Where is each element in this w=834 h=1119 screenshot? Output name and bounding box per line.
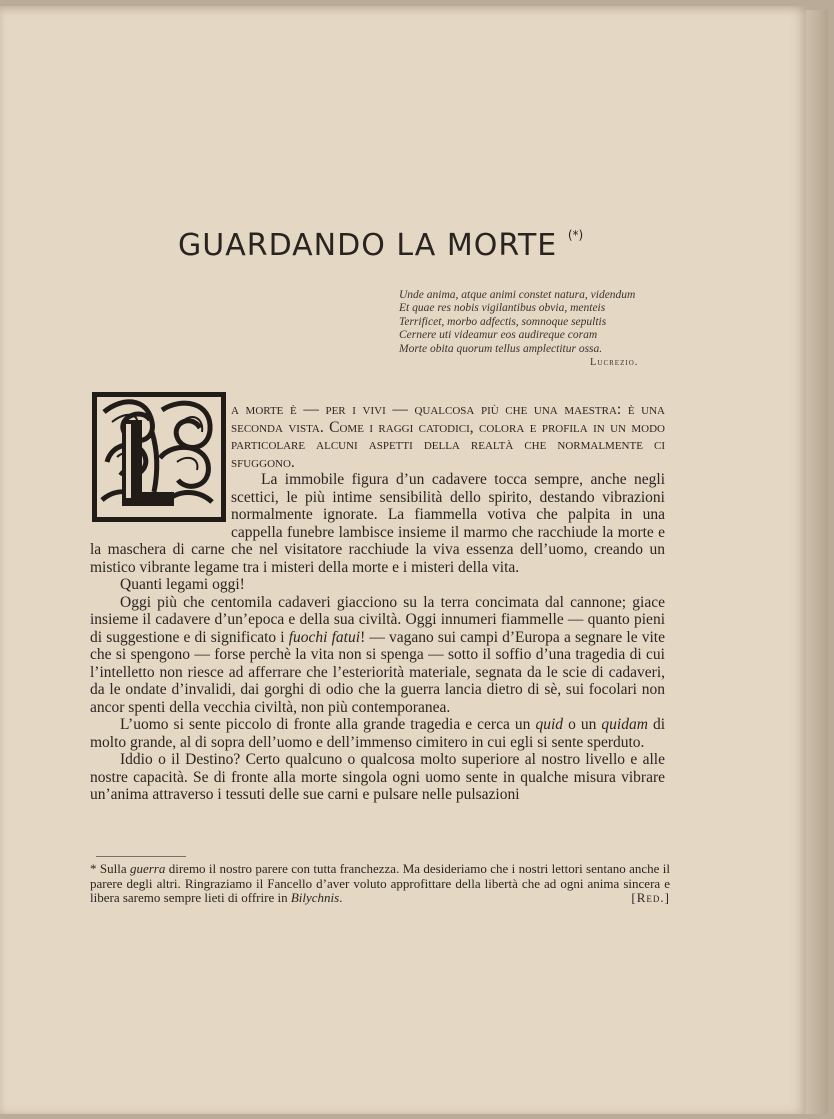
text-run: . bbox=[339, 890, 343, 905]
italic-run: guerra bbox=[129, 861, 166, 876]
epigraph-line: Et quae res nobis vigilantibus obvia, menteis bbox=[399, 302, 606, 315]
paragraph: La immobile figura d’un cadavere tocca sempre, anche negli scettici, le più intime sensibilità dello spirito, destando vibrazioni normalmente ignorate. La fiammella votiva che palpita in una cappella funebre lambisce insieme il marmo che racchiude la morte e la maschera di carne che nel visitatore racchiude la viva essenza dell’uomo, creando un mistico vibrante legame tra i misteri della morte e i misteri della vita. bbox=[90, 471, 665, 576]
paragraph: Iddio o il Destino? Certo qualcuno o qualcosa molto superiore al nostro livello e alle nostre capacità. Se di fronte alla morte singola ogni uomo sente in qualche misura vibrare un’anima attraverso i tessuti delle sue carni e pulsare nelle pulsazioni bbox=[90, 751, 665, 803]
title-text: GUARDANDO LA MORTE bbox=[178, 228, 558, 263]
epigraph-line: Morte obita quorum tellus amplectitur ossa. bbox=[399, 342, 603, 355]
paragraph bbox=[90, 716, 665, 751]
text-run: o un bbox=[568, 716, 597, 733]
epigraph-line: Unde anima, atque animi constet natura, videndum bbox=[399, 289, 636, 301]
italic-run: quidam bbox=[601, 716, 648, 733]
paragraph bbox=[90, 594, 665, 717]
italic-run: Bilychnis bbox=[290, 890, 340, 905]
footnote-divider bbox=[96, 856, 186, 857]
epigraph bbox=[399, 289, 664, 356]
text-run: * Sulla bbox=[90, 861, 127, 876]
page-edge-stack bbox=[806, 10, 828, 1114]
editorial-signature: [Red.] bbox=[631, 890, 670, 905]
article-title bbox=[178, 228, 583, 263]
text-run: ! — vagano sui campi d’Europa a segnare le vite che si spengono — forse perchè la vita non si spenga — sotto il soffio d’una tragedia di cui l’intelletto non riesce ad afferrare che l’esteriorità materiale, segnata da le scie di cadaveri, da le ondate d’invalidi, dai gorghi di odio che la guerra lancia dietro di sè, sui focolari non ancor spenti della vecchia civiltà, non più contemporanea. bbox=[90, 628, 665, 716]
paragraph-text: a morte è — per i vivi — qualcosa più che una maestra: è una seconda vista. Come i raggi catodici, colora e profila in un modo particolare alcuni aspetti della realtà che normalmente ci sfuggono. bbox=[231, 401, 665, 471]
epigraph-author: Lucrezio. bbox=[590, 357, 639, 368]
paragraph: Quanti legami oggi! bbox=[120, 576, 245, 593]
epigraph-line: Cernere uti videamur eos audireque coram bbox=[399, 329, 598, 342]
text-run: L’uomo si sente piccolo di fronte alla grande tragedia e cerca un bbox=[120, 716, 531, 733]
epigraph-line: Terrificet, morbo adfectis, somnoque sepultis bbox=[399, 315, 607, 328]
text-run: di molto grande, al di sopra dell’uomo e dell’immenso cimitero in cui egli si sente sperduto. bbox=[90, 716, 666, 751]
footnote bbox=[90, 862, 670, 906]
italic-run: fuochi fatui bbox=[288, 628, 361, 646]
title-footnote-mark: (*) bbox=[567, 228, 584, 242]
dropcap-illuminated-letter bbox=[92, 392, 226, 522]
text-run: Oggi più che centomila cadaveri giacciono su la terra concimata dal cannone; giace insieme il cadavere d’un’epoca e della sua civiltà. Oggi innumeri fiammelle — quanto pieni di suggestione e di significato i bbox=[90, 593, 665, 646]
italic-run: quid bbox=[535, 716, 564, 733]
text-run: diremo il nostro parere con tutta franchezza. Ma desideriamo che i nostri lettori sentano anche il parere degli altri. Ringraziamo il Fancello d’aver voluto approfittare della libertà che ad ogni anima sincera e libera saremo sempre lieti di offrire in bbox=[90, 861, 671, 905]
